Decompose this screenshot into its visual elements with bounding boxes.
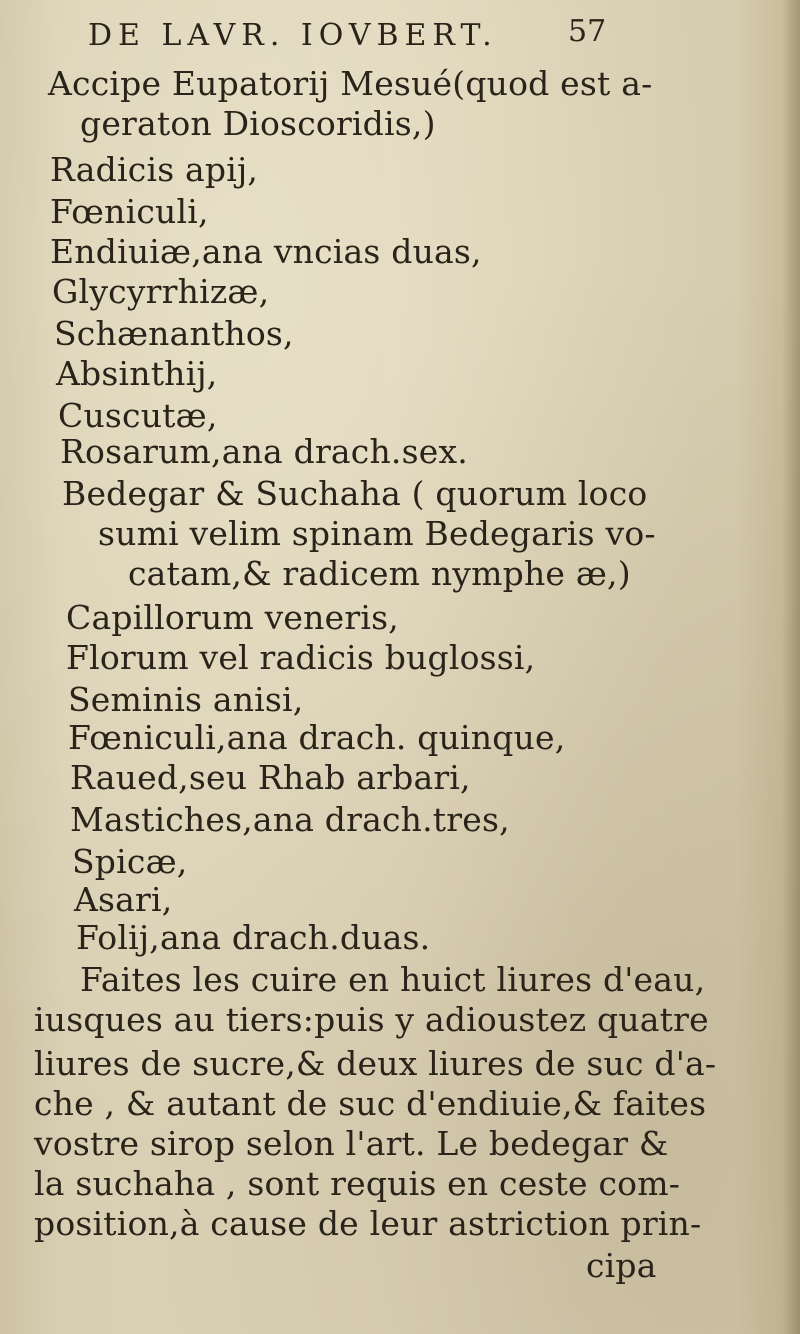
text-line: Raued,seu Rhab arbari, (70, 758, 471, 797)
text-line: Faites les cuire en huict liures d'eau, (80, 960, 706, 999)
page-edge-shadow (782, 0, 800, 1334)
text-line: position,à cause de leur astriction prin- (34, 1204, 702, 1243)
text-line: Spicæ, (72, 842, 188, 881)
text-line: Accipe Eupatorij Mesué(quod est a- (48, 64, 653, 103)
text-line: liures de sucre,& deux liures de suc d'a- (34, 1044, 717, 1083)
text-line: Glycyrrhizæ, (52, 272, 270, 311)
text-line: vostre sirop selon l'art. Le bedegar & (34, 1124, 669, 1163)
text-line: Fœniculi, (50, 192, 209, 231)
catchword: cipa (586, 1246, 657, 1285)
text-line: sumi velim spinam Bedegaris vo- (98, 514, 656, 553)
text-line: Mastiches,ana drach.tres, (70, 800, 510, 839)
text-line: Folij,ana drach.duas. (76, 918, 431, 957)
page-number: 57 (568, 14, 607, 49)
text-line: Schænanthos, (54, 314, 294, 353)
text-line: Absinthij, (56, 354, 218, 393)
running-title: DE LAVR. IOVBERT. (88, 18, 498, 53)
text-line: Florum vel radicis buglossi, (66, 638, 536, 677)
text-line: Cuscutæ, (58, 396, 218, 435)
text-line: iusques au tiers:puis y adioustez quatre (34, 1000, 709, 1039)
text-line: catam,& radicem nymphe æ,) (128, 554, 631, 593)
text-line: Bedegar & Suchaha ( quorum loco (62, 474, 648, 513)
text-line: Endiuiæ,ana vncias duas, (50, 232, 482, 271)
text-line: geraton Dioscoridis,) (80, 104, 436, 143)
text-line: che , & autant de suc d'endiuie,& faites (34, 1084, 707, 1123)
text-line: Fœniculi,ana drach. quinque, (68, 718, 566, 757)
text-line: Rosarum,ana drach.sex. (60, 432, 468, 471)
text-line: la suchaha , sont requis en ceste com- (34, 1164, 681, 1203)
text-line: Radicis apij, (50, 150, 259, 189)
text-line: Seminis anisi, (68, 680, 304, 719)
text-line: Capillorum veneris, (66, 598, 399, 637)
text-line: Asari, (74, 880, 173, 919)
